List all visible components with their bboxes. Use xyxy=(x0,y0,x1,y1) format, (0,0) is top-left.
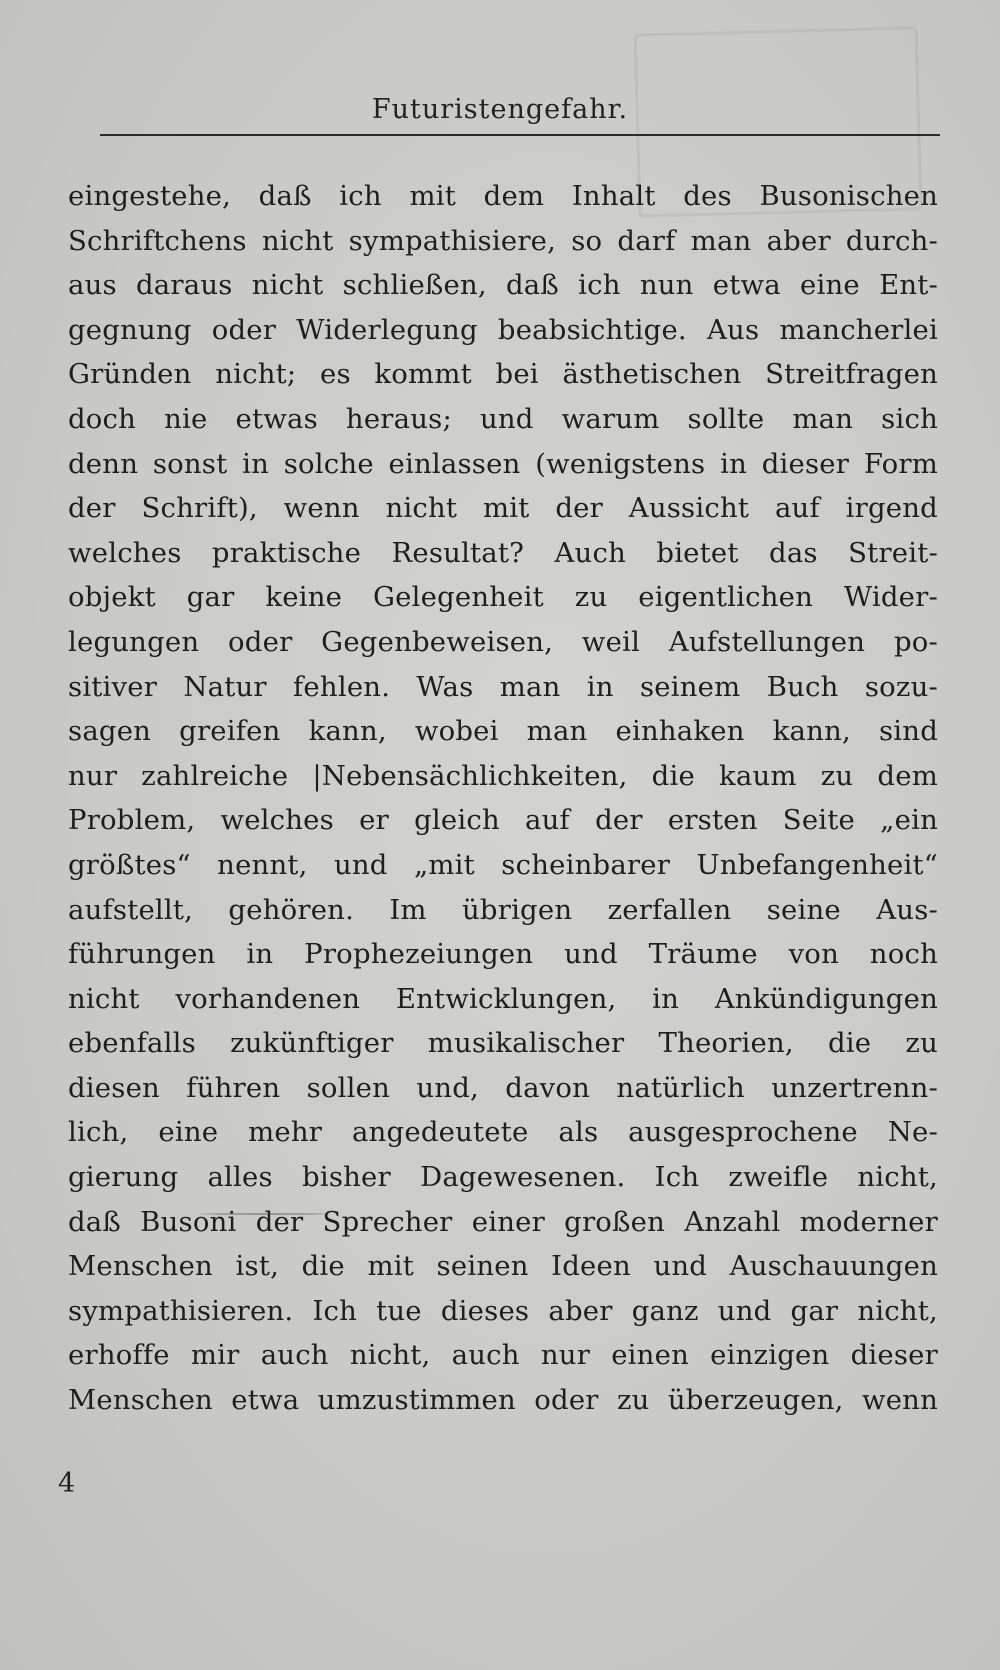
text-line: doch nie etwas heraus; und warum sollte man sich xyxy=(68,402,938,435)
text-line: objekt gar keine Gelegenheit zu eigentlichen Wider- xyxy=(68,581,938,614)
text-line: gierung alles bisher Dagewesenen. Ich zweifle nicht, xyxy=(68,1161,938,1194)
text-line: legungen oder Gegenbeweisen, weil Aufstellungen po- xyxy=(68,625,938,658)
text-line: daß Busoni der Sprecher einer großen Anzahl moderner xyxy=(68,1205,938,1238)
text-line: Problem, welches er gleich auf der ersten Seite „ein xyxy=(68,804,938,837)
header-rule xyxy=(100,134,940,136)
pencil-underline xyxy=(200,1213,330,1215)
text-line: größtes“ nennt, und „mit scheinbarer Unbefangenheit“ xyxy=(68,848,938,881)
page-number: 4 xyxy=(58,1468,76,1499)
text-line: Schriftchens nicht sympathisiere, so darf man aber durch- xyxy=(68,224,938,257)
text-line: führungen in Prophezeiungen und Träume von noch xyxy=(68,938,938,971)
text-line: welches praktische Resultat? Auch bietet das Streit- xyxy=(68,536,938,569)
text-line: Menschen ist, die mit seinen Ideen und Auschauungen xyxy=(68,1250,938,1283)
running-head: Futuristengefahr. xyxy=(371,94,629,125)
text-line: erhoffe mir auch nicht, auch nur einen einzigen dieser xyxy=(68,1339,938,1372)
text-line: aus daraus nicht schließen, daß ich nun etwa eine Ent- xyxy=(68,269,938,302)
text-line: nicht vorhandenen Entwicklungen, in Ankündigungen xyxy=(68,982,938,1015)
text-line: ebenfalls zukünftiger musikalischer Theorien, die zu xyxy=(68,1027,938,1060)
text-line: sitiver Natur fehlen. Was man in seinem Buch sozu- xyxy=(68,670,938,703)
text-line: sagen greifen kann, wobei man einhaken kann, sind xyxy=(68,715,938,748)
text-line: lich, eine mehr angedeutete als ausgesprochene Ne- xyxy=(68,1116,938,1149)
text-line: aufstellt, gehören. Im übrigen zerfallen seine Aus- xyxy=(68,893,938,926)
text-line: eingestehe, daß ich mit dem Inhalt des Busonischen xyxy=(68,180,938,212)
text-line: denn sonst in solche einlassen (wenigstens in dieser Form xyxy=(68,447,938,480)
text-line: Menschen etwa umzustimmen oder zu überzeugen, wenn xyxy=(68,1384,938,1417)
text-line: diesen führen sollen und, davon natürlich unzertrenn- xyxy=(68,1071,938,1104)
text-line: sympathisieren. Ich tue dieses aber ganz und gar nicht, xyxy=(68,1294,938,1327)
text-line: nur zahlreiche |Nebensächlichkeiten, die kaum zu dem xyxy=(68,759,938,792)
text-line: Gründen nicht; es kommt bei ästhetischen Streitfragen xyxy=(68,358,938,391)
body-text xyxy=(68,174,938,1423)
text-line: der Schrift), wenn nicht mit der Aussicht auf irgend xyxy=(68,492,938,525)
text-line: gegnung oder Widerlegung beabsichtige. Aus mancherlei xyxy=(68,313,938,346)
